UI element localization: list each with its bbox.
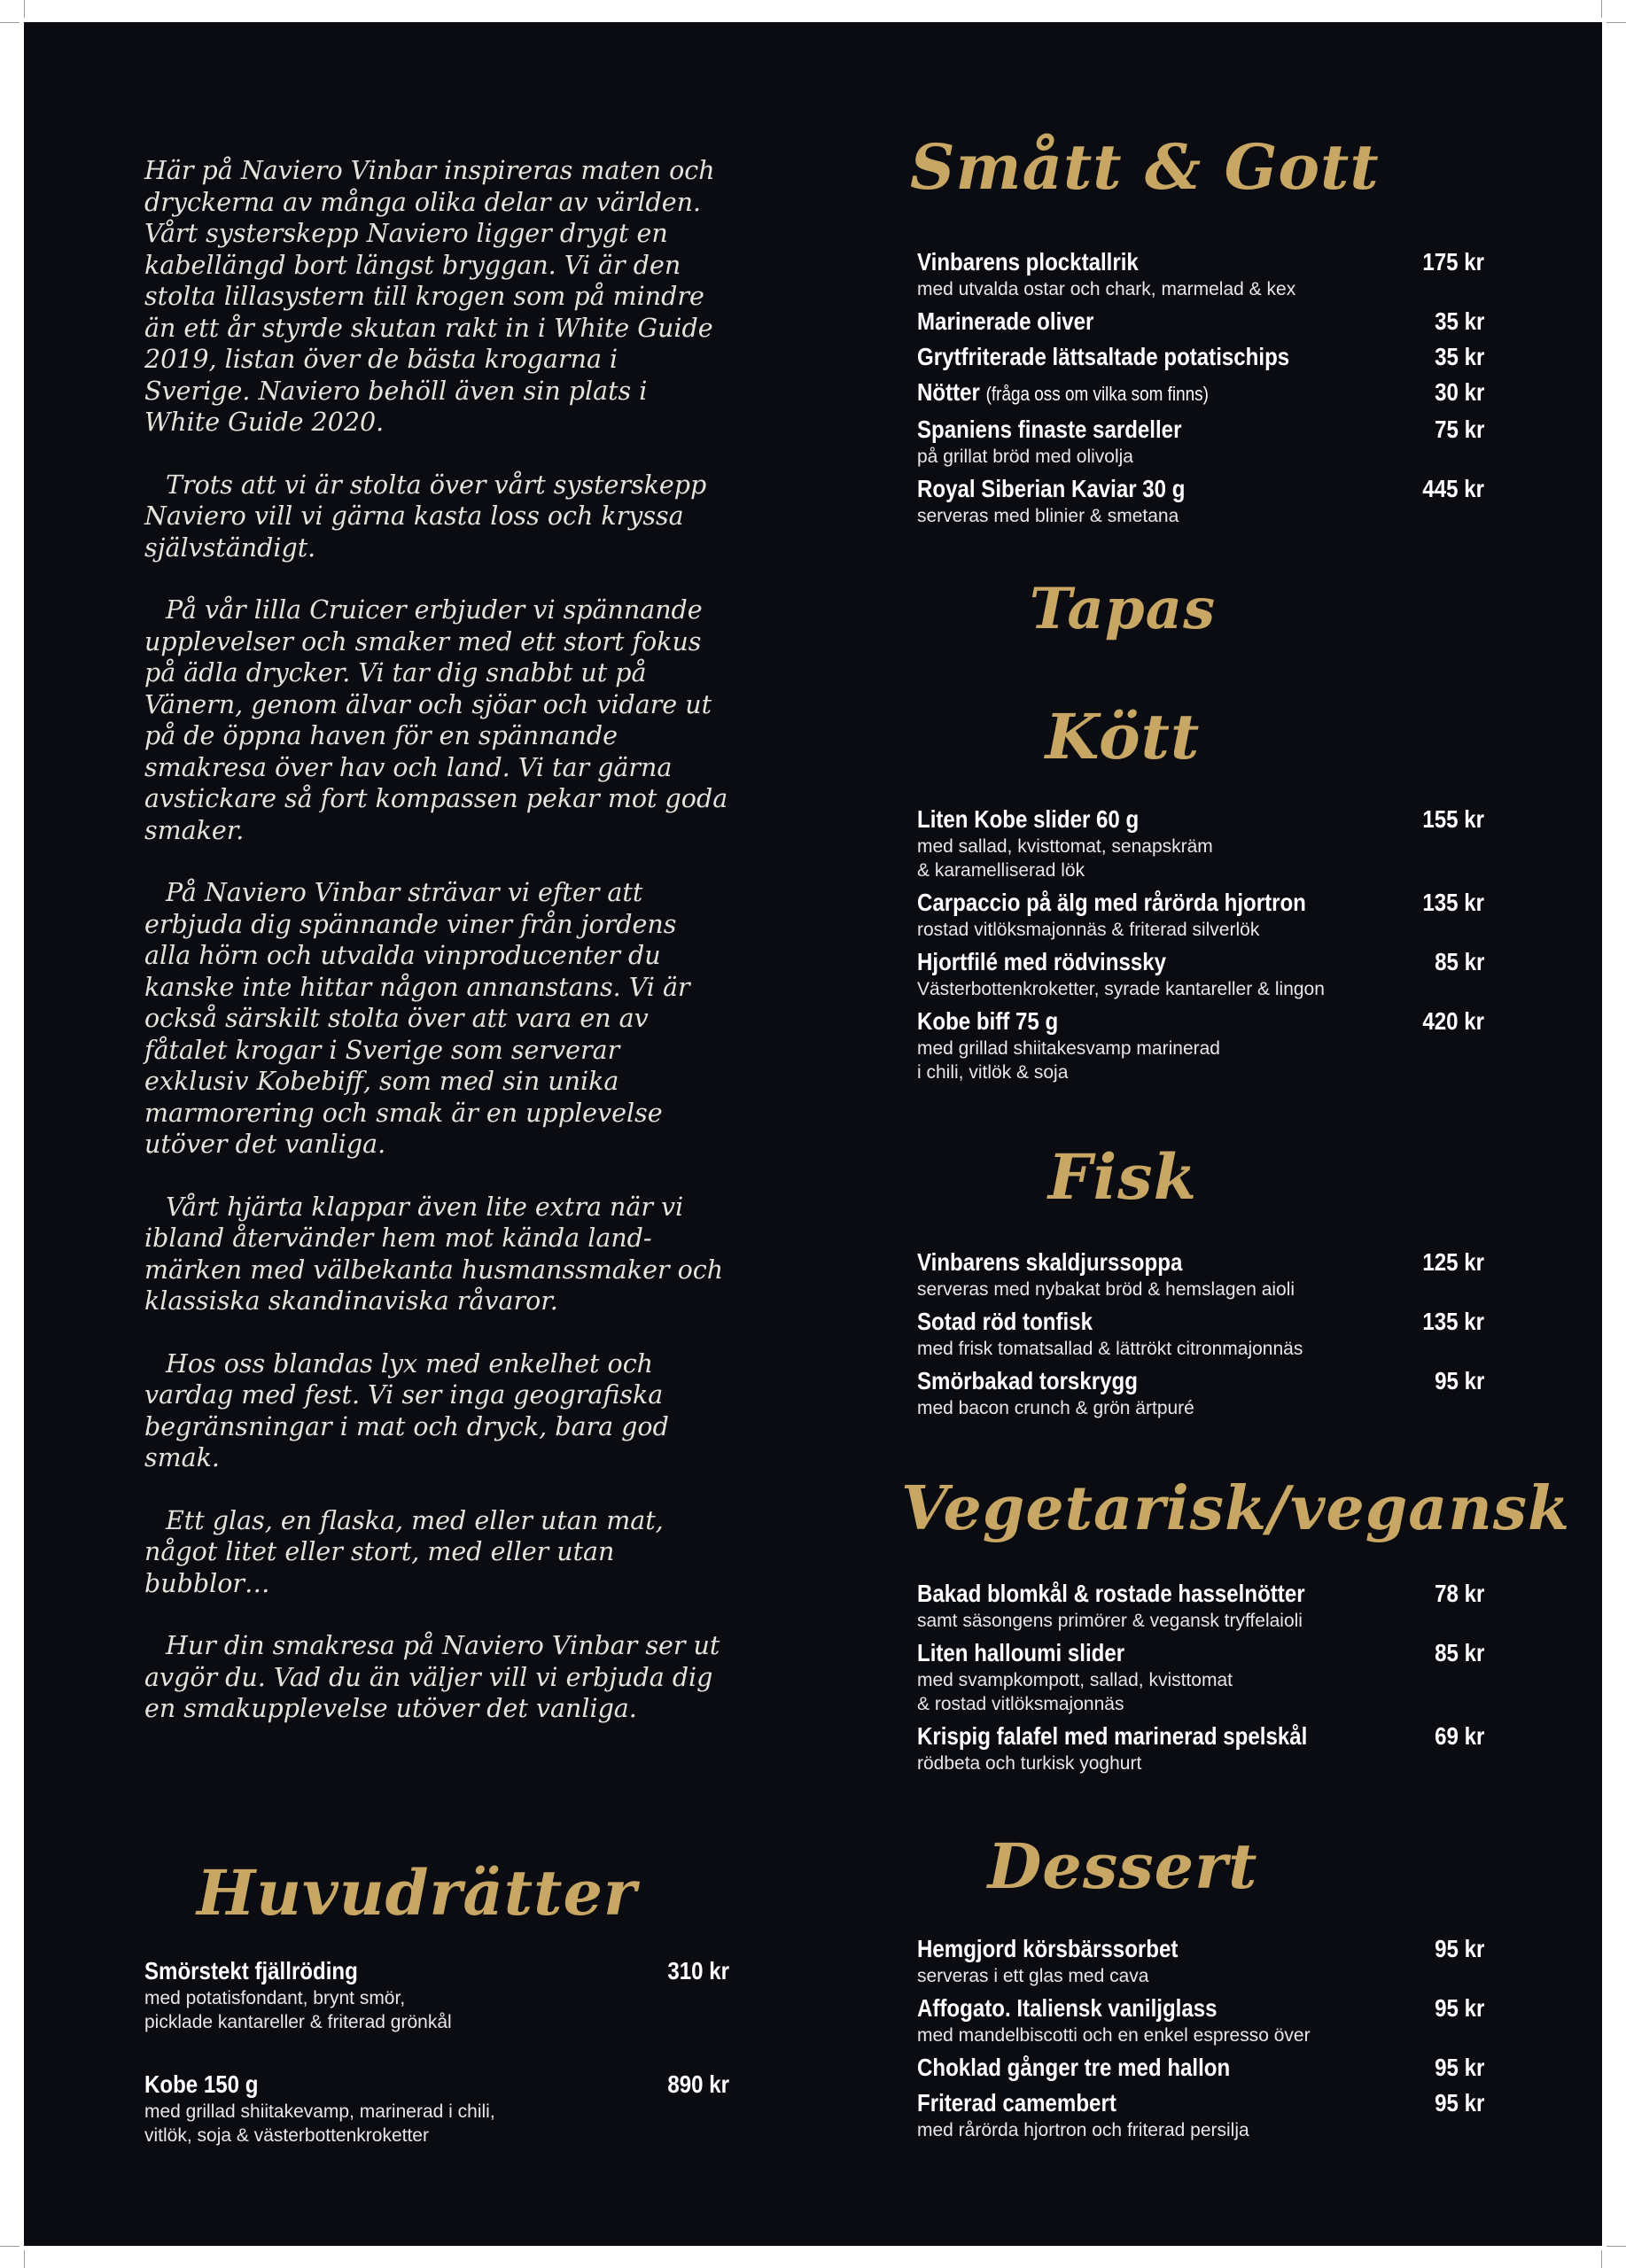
intro-paragraph: På Naviero Vinbar strävar vi efter att erbjuda dig spännande viner från jordens alla hörn och utvalda vinproducenter du kanske inte hittar någon annanstans. Vi är också särskilt stolta över att vara en av fåtalet krogar i Sverige som serverar exklusiv Kobebiff, som med sin unika marmorering och smak är en upplevelse utöver det vanliga. — [144, 878, 690, 1159]
menu-item-name — [917, 1638, 1124, 1668]
menu-item-price: 445 kr — [1422, 475, 1484, 502]
menu-item-name — [917, 888, 1306, 918]
menu-item-note: (fråga oss om vilka som finns) — [985, 383, 1209, 405]
menu-item — [917, 307, 1484, 337]
menu-item-name-text: Hjortfilé med rödvinssky — [917, 948, 1167, 975]
menu-item — [917, 1366, 1484, 1420]
menu-item — [917, 1993, 1484, 2047]
menu-item-description: vitlök, soja & västerbottenkroketter — [144, 2125, 429, 2146]
menu-item-description: med grillad shiitakesvamp marinerad — [917, 1038, 1220, 1059]
menu-item-description: i chili, vitlök & soja — [917, 1062, 1069, 1083]
intro-paragraph: Ett glas, en flaska, med eller utan mat, något litet eller stort, med eller utan bubblor… — [144, 1505, 664, 1598]
menu-item-price: 310 kr — [667, 1957, 729, 1984]
menu-item-description: på grillat bröd med olivolja — [917, 447, 1133, 467]
menu-item-name-text: Royal Siberian Kaviar 30 g — [917, 475, 1186, 502]
menu-item — [917, 1006, 1484, 1084]
menu-item-name — [917, 947, 1166, 977]
menu-item-price: 95 kr — [1434, 1367, 1484, 1394]
menu-item-row — [917, 1579, 1484, 1609]
menu-item-name — [144, 1956, 358, 1986]
section-title-tapas: Tapas — [1029, 576, 1217, 642]
items-huvud — [144, 1956, 729, 2183]
menu-item-name-text: Marinerade oliver — [917, 307, 1094, 335]
menu-item-price: 69 kr — [1434, 1722, 1484, 1750]
menu-item-name-text: Carpaccio på älg med rårörda hjortron — [917, 889, 1306, 916]
intro-text — [144, 155, 729, 1756]
menu-item-name-text: Krispig falafel med marinerad spelskål — [917, 1722, 1308, 1750]
crop-mark — [1607, 22, 1626, 23]
menu-item-row — [917, 247, 1484, 277]
items-smatt — [917, 247, 1484, 533]
menu-item-description: picklade kantareller & friterad grönkål — [144, 2012, 452, 2032]
menu-item — [917, 947, 1484, 1001]
menu-item-description: med frisk tomatsallad & lättrökt citronmajonnäs — [917, 1339, 1303, 1359]
menu-item-name — [917, 415, 1181, 445]
menu-item-row — [917, 307, 1484, 337]
menu-item-description: & rostad vitlöksmajonnäs — [917, 1694, 1124, 1714]
menu-item-name — [917, 474, 1185, 504]
menu-item-row — [917, 1006, 1484, 1037]
crop-mark — [24, 0, 25, 18]
menu-item-price: 35 kr — [1434, 343, 1484, 370]
menu-item-description: rödbeta och turkisk yoghurt — [917, 1753, 1142, 1774]
menu-item-name — [917, 1993, 1218, 2023]
menu-item — [917, 1307, 1484, 1361]
menu-item-price: 175 kr — [1422, 248, 1484, 276]
menu-item-name-text: Grytfriterade lättsaltade potatischips — [917, 343, 1290, 370]
menu-item-description: samt säsongens primörer & vegansk tryffelaioli — [917, 1611, 1303, 1631]
menu-page — [24, 22, 1602, 2246]
section-title-kott: Kött — [1045, 700, 1201, 773]
menu-item — [144, 1956, 729, 2034]
menu-item — [917, 1579, 1484, 1633]
menu-item — [917, 474, 1484, 528]
menu-item-name — [917, 804, 1139, 835]
menu-item — [917, 2053, 1484, 2083]
items-veg — [917, 1579, 1484, 1781]
menu-item-name-text: Kobe 150 g — [144, 2070, 259, 2098]
crop-mark — [0, 22, 19, 23]
menu-item-description: med mandelbiscotti och en enkel espresso över — [917, 2025, 1311, 2046]
intro-paragraph: Hos oss blandas lyx med enkelhet och vardag med fest. Vi ser inga geografiska begränsningar i mat och dryck, bara god smak. — [144, 1348, 669, 1472]
menu-item-row — [917, 1366, 1484, 1396]
section-title-veg: Vegetarisk/vegansk — [901, 1473, 1571, 1544]
menu-item-description: med svampkompott, sallad, kvisttomat — [917, 1670, 1233, 1690]
menu-item-price: 890 kr — [667, 2070, 729, 2098]
section-title-dessert: Dessert — [987, 1829, 1258, 1903]
menu-item-price: 75 kr — [1434, 416, 1484, 443]
menu-item-description: med bacon crunch & grön ärtpuré — [917, 1398, 1194, 1418]
menu-item-name — [917, 1721, 1307, 1751]
menu-item — [917, 1721, 1484, 1775]
crop-mark — [24, 2250, 25, 2268]
menu-item-price: 135 kr — [1422, 889, 1484, 916]
menu-item — [917, 888, 1484, 942]
section-title-smatt: Smått & Gott — [910, 130, 1380, 204]
crop-mark — [1601, 0, 1602, 18]
menu-item — [917, 342, 1484, 372]
menu-item-name — [917, 1307, 1093, 1337]
menu-item — [917, 2088, 1484, 2142]
menu-item-price: 125 kr — [1422, 1248, 1484, 1276]
intro-paragraph: På vår lilla Cruicer erbjuder vi spännande upplevelser och smaker med ett stort fokus på ädla drycker. Vi tar dig snabbt ut på Vänern, genom älvar och sjöar och vidare ut på de öppna haven för en spännande smakresa över hav och land. Vi tar gärna avstickare så fort kompassen pekar mot goda smaker. — [144, 595, 728, 845]
menu-item-price: 420 kr — [1422, 1007, 1484, 1035]
menu-item-name — [917, 2088, 1116, 2118]
menu-item-name — [917, 377, 1209, 409]
section-title-fisk: Fisk — [1047, 1140, 1198, 1214]
menu-item-price: 155 kr — [1422, 805, 1484, 833]
menu-item-name — [917, 307, 1093, 337]
menu-item — [917, 804, 1484, 882]
menu-item-price: 35 kr — [1434, 307, 1484, 335]
menu-item-name — [917, 342, 1289, 372]
menu-item-name-text: Liten Kobe slider 60 g — [917, 805, 1140, 833]
menu-item — [144, 2070, 729, 2148]
menu-item-name-text: Hemgjord körsbärssorbet — [917, 1935, 1179, 1962]
menu-item-name-text: Vinbarens skaldjurssoppa — [917, 1248, 1183, 1276]
menu-item-row — [917, 1721, 1484, 1751]
menu-item-row — [917, 2088, 1484, 2118]
menu-item-price: 30 kr — [1434, 378, 1484, 406]
menu-item-row — [917, 377, 1484, 409]
menu-item-name-text: Kobe biff 75 g — [917, 1007, 1059, 1035]
menu-item-price: 95 kr — [1434, 1994, 1484, 2022]
menu-item-description: med rårörda hjortron och friterad persilja — [917, 2120, 1249, 2140]
menu-item-name — [917, 1366, 1138, 1396]
menu-item-name-text: Spaniens finaste sardeller — [917, 416, 1182, 443]
menu-item-name — [144, 2070, 258, 2100]
menu-item-price: 85 kr — [1434, 948, 1484, 975]
intro-paragraph: Vårt hjärta klappar även lite extra när vi ibland återvänder hem mot kända land-märken med välbekanta husmanssmaker och klassiska skandinaviska råvaror. — [144, 1192, 724, 1316]
menu-item-row — [144, 1956, 729, 1986]
menu-item-row — [917, 415, 1484, 445]
menu-item-description: med sallad, kvisttomat, senapskräm — [917, 836, 1213, 857]
menu-item-row — [144, 2070, 729, 2100]
menu-item-description: serveras med nybakat bröd & hemslagen aioli — [917, 1279, 1295, 1300]
crop-mark — [0, 2246, 19, 2247]
menu-item-name — [917, 1934, 1178, 1964]
menu-item-name-text: Affogato. Italiensk vaniljglass — [917, 1994, 1218, 2022]
menu-item-row — [917, 1307, 1484, 1337]
menu-item — [917, 377, 1484, 409]
menu-item-name-text: Smörstekt fjällröding — [144, 1957, 358, 1984]
menu-item-row — [917, 1638, 1484, 1668]
menu-item — [917, 1638, 1484, 1716]
menu-item-row — [917, 888, 1484, 918]
items-fisk — [917, 1247, 1484, 1425]
menu-item-row — [917, 947, 1484, 977]
menu-item-description: serveras med blinier & smetana — [917, 506, 1179, 526]
menu-item-name — [917, 1247, 1182, 1278]
menu-item-name — [917, 2053, 1230, 2083]
menu-item-price: 78 kr — [1434, 1580, 1484, 1607]
menu-item-name-text: Liten halloumi slider — [917, 1639, 1125, 1666]
menu-item-name-text: Friterad camembert — [917, 2089, 1116, 2117]
menu-item-description: med grillad shiitakevamp, marinerad i chili, — [144, 2101, 495, 2122]
items-dessert — [917, 1934, 1484, 2148]
crop-mark — [1607, 2246, 1626, 2247]
crop-mark — [1601, 2250, 1602, 2268]
menu-item-row — [917, 1934, 1484, 1964]
menu-item-description: med potatisfondant, brynt smör, — [144, 1988, 406, 2008]
menu-item-row — [917, 1993, 1484, 2023]
menu-item-price: 95 kr — [1434, 2089, 1484, 2117]
menu-item-name-text: Smörbakad torskrygg — [917, 1367, 1138, 1394]
menu-item-name — [917, 247, 1139, 277]
intro-paragraph: Här på Naviero Vinbar inspireras maten och dryckerna av många olika delar av världen. Vårt systerskepp Naviero ligger drygt en kabellängd bort längst bryggan. Vi är den stolta lillasystern till krogen som på mindre än ett år styrde skutan rakt in i White Guide 2019, listan över de bästa krogarna i Sverige. Naviero behöll även sin plats i White Guide 2020. — [144, 156, 715, 437]
menu-item-description: serveras i ett glas med cava — [917, 1966, 1149, 1986]
menu-item-name-text: Vinbarens plocktallrik — [917, 248, 1139, 276]
menu-item-price: 95 kr — [1434, 2054, 1484, 2081]
intro-paragraph: Trots att vi är stolta över vårt systerskepp Naviero vill vi gärna kasta loss och kryssa självständigt. — [144, 470, 707, 563]
menu-item — [917, 1934, 1484, 1988]
menu-item-price: 85 kr — [1434, 1639, 1484, 1666]
items-kott — [917, 804, 1484, 1090]
menu-item-description: med utvalda ostar och chark, marmelad & kex — [917, 279, 1296, 299]
intro-paragraph: Hur din smakresa på Naviero Vinbar ser ut avgör du. Vad du än väljer vill vi erbjuda dig en smakupplevelse utöver det vanliga. — [144, 1631, 720, 1723]
menu-item-name-text: Nötter — [917, 378, 980, 406]
menu-item-name — [917, 1579, 1305, 1609]
menu-item-name-text: Sotad röd tonfisk — [917, 1308, 1093, 1335]
menu-item-price: 135 kr — [1422, 1308, 1484, 1335]
menu-item-price: 95 kr — [1434, 1935, 1484, 1962]
menu-item-description: Västerbottenkroketter, syrade kantareller & lingon — [917, 979, 1325, 999]
menu-item — [917, 247, 1484, 301]
menu-item — [917, 415, 1484, 469]
menu-item-name-text: Bakad blomkål & rostade hasselnötter — [917, 1580, 1305, 1607]
menu-item-name — [917, 1006, 1058, 1037]
menu-item-row — [917, 2053, 1484, 2083]
menu-item-description: & karamelliserad lök — [917, 860, 1085, 881]
menu-item-row — [917, 474, 1484, 504]
section-title-huvud: Huvudrätter — [197, 1856, 637, 1930]
menu-item-row — [917, 342, 1484, 372]
menu-item-name-text: Choklad gånger tre med hallon — [917, 2054, 1231, 2081]
menu-item — [917, 1247, 1484, 1301]
menu-item-row — [917, 804, 1484, 835]
menu-item-description: rostad vitlöksmajonnäs & friterad silverlök — [917, 920, 1260, 940]
menu-item-row — [917, 1247, 1484, 1278]
